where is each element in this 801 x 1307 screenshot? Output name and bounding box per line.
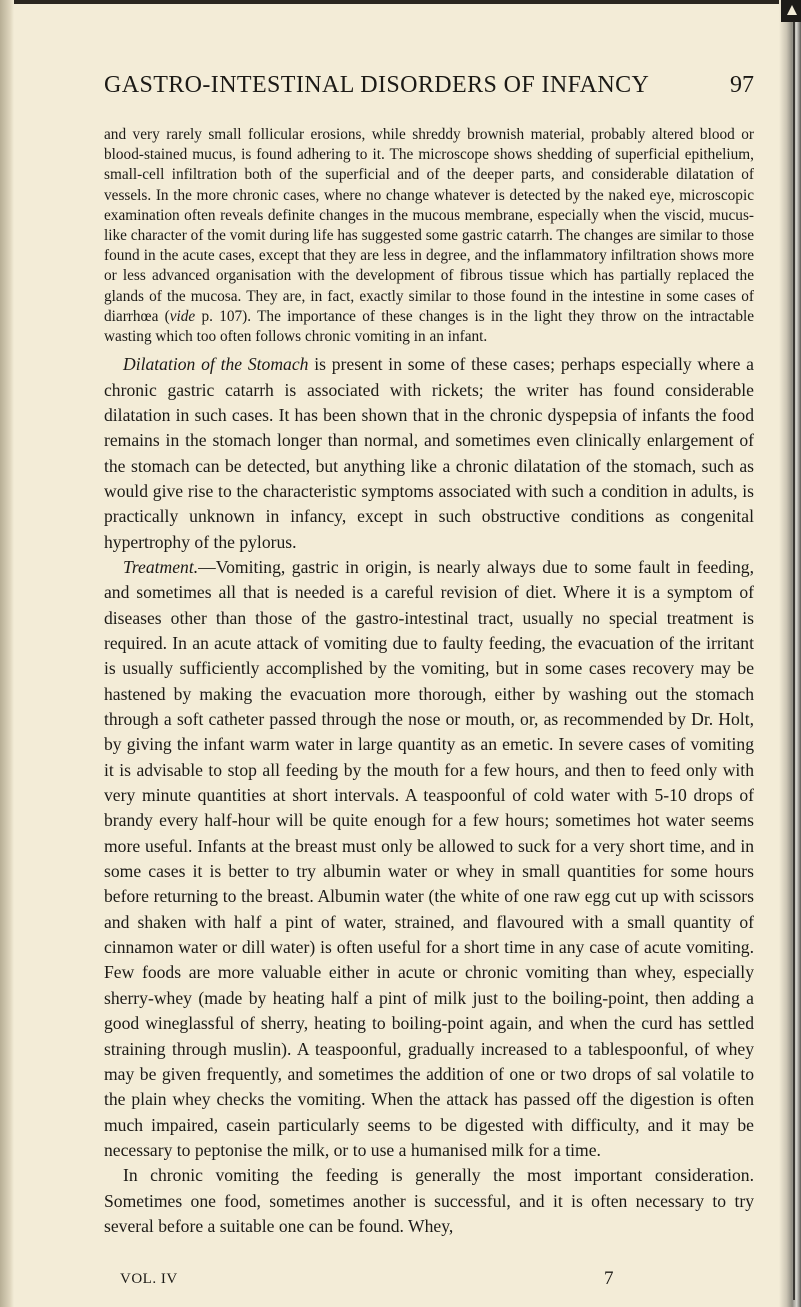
body-text: [104, 125, 754, 1239]
corner-tab-icon: [781, 0, 801, 22]
running-head: GASTRO-INTESTINAL DISORDERS OF INFANCY: [104, 72, 650, 98]
binding-edge: [779, 0, 801, 1307]
binding-line: [793, 10, 795, 1300]
chronic-vomiting-paragraph: In chronic vomiting the feeding is generally the most important consideration. Sometimes one food, sometimes another is successful, and it is often necessary to try several before a suitable one can be found. Whey,: [104, 1165, 754, 1236]
treatment-text: —Vomiting, gastric in origin, is nearly always due to some fault in feeding, and sometimes all that is needed is a careful revision of diet. Where it is a symptom of diseases other than those of the gastro-intestinal tract, usually no special treatment is required. In an acute attack of vomiting due to faulty feeding, the evacuation of the irritant is usually sufficiently accomplished by the vomiting, but in some cases recovery may be hastened by making the evacuation more thorough, either by washing out the stomach through a soft catheter passed through the nose or mouth, or, as recommended by Dr. Holt, by giving the infant warm water in large quantity as an emetic. In severe cases of vomiting it is advisable to stop all feeding by the mouth for a few hours, and then to feed only with very minute quantities at short intervals. A teaspoonful of cold water with 5-10 drops of brandy every half-hour will be quite enough for a few hours; sometimes hot water seems more useful. Infants at the breast must only be allowed to suck for a very short time, and in some cases it is better to try albumin water or whey in small quantities for some hours before returning to the breast. Albumin water (the white of one raw egg cut up with scissors and shaken with half a pint of water, strained, and flavoured with a small quantity of cinnamon water or dill water) is often useful for a short time in any case of acute vomiting. Few foods are more valuable either in acute or chronic vomiting than whey, especially sherry-whey (made by heating half a pint of milk just to the boiling-point, then adding a good wineglassful of sherry, heating to boiling-point again, and when the curd has settled straining through muslin). A teaspoonful, gradually increased to a tablespoonful, of whey may be given frequently, and sometimes the addition of one or two drops of sal volatile to the plain whey checks the vomiting. When the attack has passed off the digestion is often much impaired, casein particularly seems to be digested with difficulty, and it may be necessary to peptonise the milk, or to use a humanised milk for a time.: [104, 556, 754, 1160]
dilatation-heading: Dilatation of the Stomach: [123, 354, 309, 375]
top-edge-rule: [0, 0, 801, 4]
page-header: [104, 72, 754, 108]
treatment-heading: Treatment.: [123, 556, 199, 577]
page-gutter-shadow: [0, 0, 14, 1307]
dilatation-paragraph: [104, 352, 754, 555]
page-footer: [104, 1268, 704, 1295]
page-number: 97: [730, 72, 754, 98]
treatment-paragraph: [104, 555, 754, 1163]
signature-mark: 7: [604, 1268, 614, 1289]
volume-label: VOL. IV: [120, 1271, 178, 1287]
small-print-paragraph: and very rarely small follicular erosions, while shreddy brownish material, probably altered blood or blood-stained mucus, is found adhering to it. The microscope shows shedding of superficial epithelium, small-cell infiltration both of the superficial and of the deeper parts, and considerable dilatation of vessels. In the more chronic cases, where no change whatever is detected by the naked eye, microscopic examination often reveals definite changes in the mucous membrane, especially when the viscid, mucus-like character of the vomit during life has suggested some gastric catarrh. The changes are similar to those found in the acute cases, except that they are less in degree, and the inflammatory infiltration shows more or less advanced organisation with the development of fibrous tissue which has partially replaced the glands of the mucosa. They are, in fact, exactly similar to those found in the intestine in some cases of diarrhœa (vide p. 107). The importance of these changes is in the light they throw on the intractable wasting which too often follows chronic vomiting in an infant.: [104, 126, 755, 346]
dilatation-text: is present in some of these cases; perhaps especially where a chronic gastric catarrh is associated with rickets; the writer has found considerable dilatation in such cases. It has been shown that in the chronic dyspepsia of infants the food remains in the stomach longer than normal, and sometimes even clinically enlargement of the stomach can be detected, but anything like a chronic dilatation of the stomach, such as would give rise to the characteristic symptoms associated with such a condition in adults, is practically unknown in infancy, except in such obstructive conditions as congenital hypertrophy of the pylorus.: [104, 354, 754, 552]
